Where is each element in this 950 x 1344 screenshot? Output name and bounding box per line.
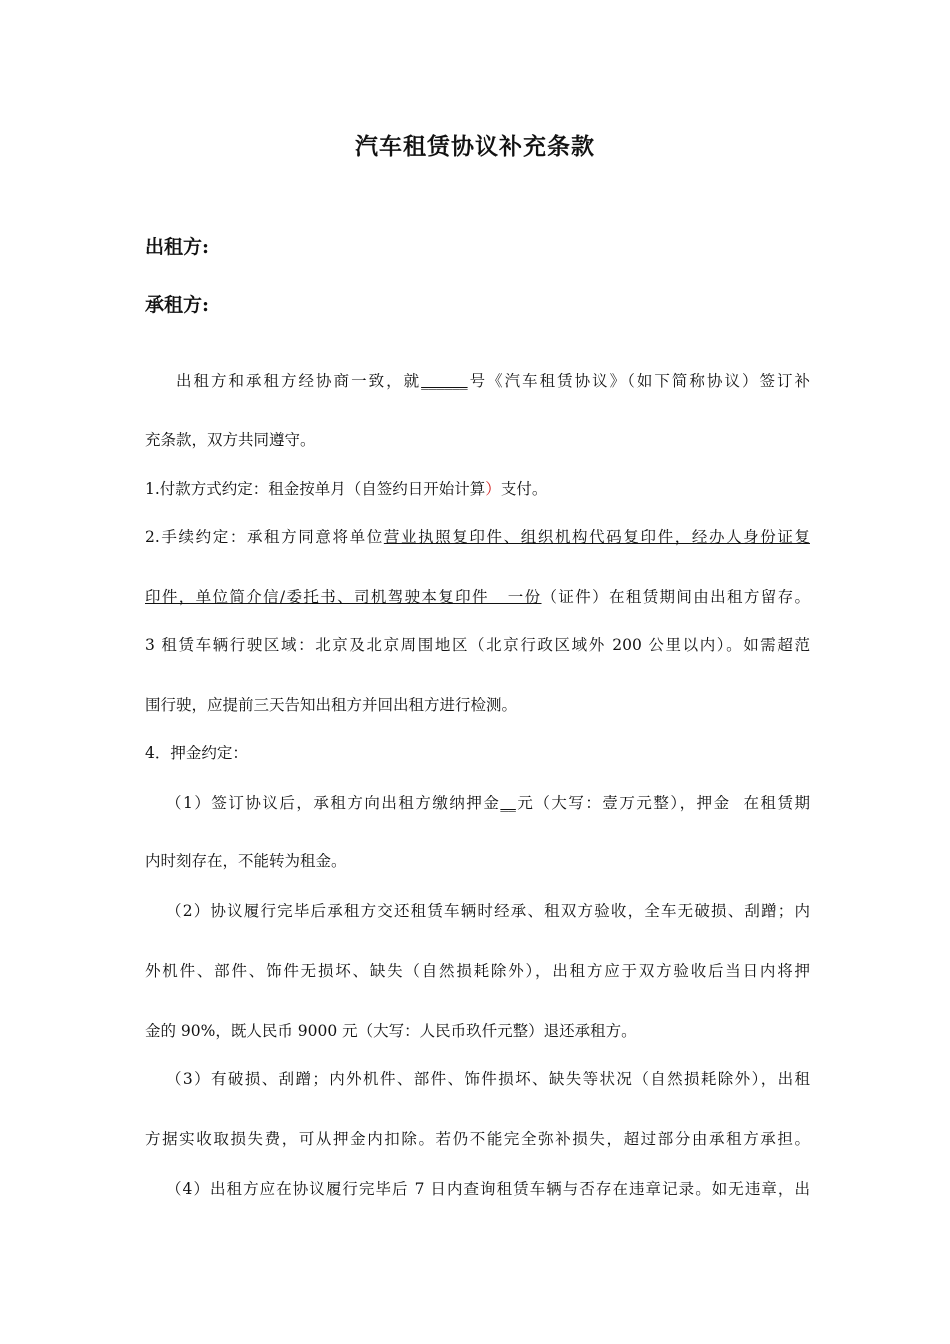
- clause-2-text-a: 2.手续约定：承租方同意将单位: [145, 528, 384, 546]
- clause-1-text-a: 1.付款方式约定：租金按单月（自签约日开始计算: [145, 480, 486, 498]
- clause-3-line-1: 3 租赁车辆行驶区域：北京及北京周围地区（北京行政区域外 200 公里以内）。如需超范: [145, 636, 810, 654]
- clause-1-text-b: 支付。: [500, 480, 548, 498]
- intro-text-a: 出租方和承租方经协商一致，就: [176, 372, 422, 390]
- clause-4-1-text-a: （1）签订协议后，承租方向出租方缴纳押金: [166, 794, 501, 812]
- clause-2-documents-2: 印件，单位简介信/委托书、司机驾驶本复印件 一份: [145, 588, 542, 606]
- clause-1: [145, 478, 810, 500]
- intro-line-2: 充条款，双方共同遵守。: [145, 431, 316, 449]
- clause-4-2-line-1: （2）协议履行完毕后承租方交还租赁车辆时经承、租双方验收，全车无破损、刮蹭；内: [166, 902, 810, 920]
- lessor-label: 出租方:: [145, 236, 210, 258]
- clause-2-documents-1: 营业执照复印件、组织机构代码复印件，经办人身份证复: [383, 528, 810, 546]
- clause-4-3-line-1: （3）有破损、刮蹭；内外机件、部件、饰件损坏、缺失等状况（自然损耗除外），出租: [166, 1070, 810, 1088]
- clause-3-line-2: 围行驶，应提前三天告知出租方并回出租方进行检测。: [145, 696, 518, 714]
- clause-4-heading: 4．押金约定：: [145, 744, 248, 762]
- deposit-amount-blank: __: [500, 794, 516, 812]
- clause-4-1-line-2: 内时刻存在，不能转为租金。: [145, 852, 347, 870]
- clause-1-paren: ）: [485, 480, 501, 498]
- lessee-label: 承租方:: [145, 294, 210, 316]
- clause-4-1-line-1: [145, 792, 810, 814]
- intro-text-b: 号《汽车租赁协议》（如下简称协议）签订补: [467, 372, 810, 390]
- clause-2-line-1: [145, 526, 810, 548]
- clause-2-line-2: [145, 586, 810, 608]
- clause-4-4-line-1: （4）出租方应在协议履行完毕后 7 日内查询租赁车辆与否存在违章记录。如无违章，出: [166, 1180, 810, 1198]
- clause-4-2-line-2: 外机件、部件、饰件无损坏、缺失（自然损耗除外），出租方应于双方验收后当日内将押: [145, 962, 810, 980]
- clause-4-2-line-3: 金的 90%，既人民币 9000 元（大写：人民币玖仟元整）退还承租方。: [145, 1022, 637, 1040]
- agreement-number-blank: ______: [421, 372, 468, 390]
- clause-4-3-line-2: 方据实收取损失费，可从押金内扣除。若仍不能完全弥补损失，超过部分由承租方承担。: [145, 1130, 810, 1148]
- intro-line-1: [145, 370, 810, 392]
- clause-4-1-text-b: 元（大写：壹万元整），押金 在租赁期: [515, 794, 810, 812]
- clause-2-text-b: （证件）在租赁期间由出租方留存。: [541, 588, 810, 606]
- document-title: 汽车租赁协议补充条款: [355, 133, 595, 160]
